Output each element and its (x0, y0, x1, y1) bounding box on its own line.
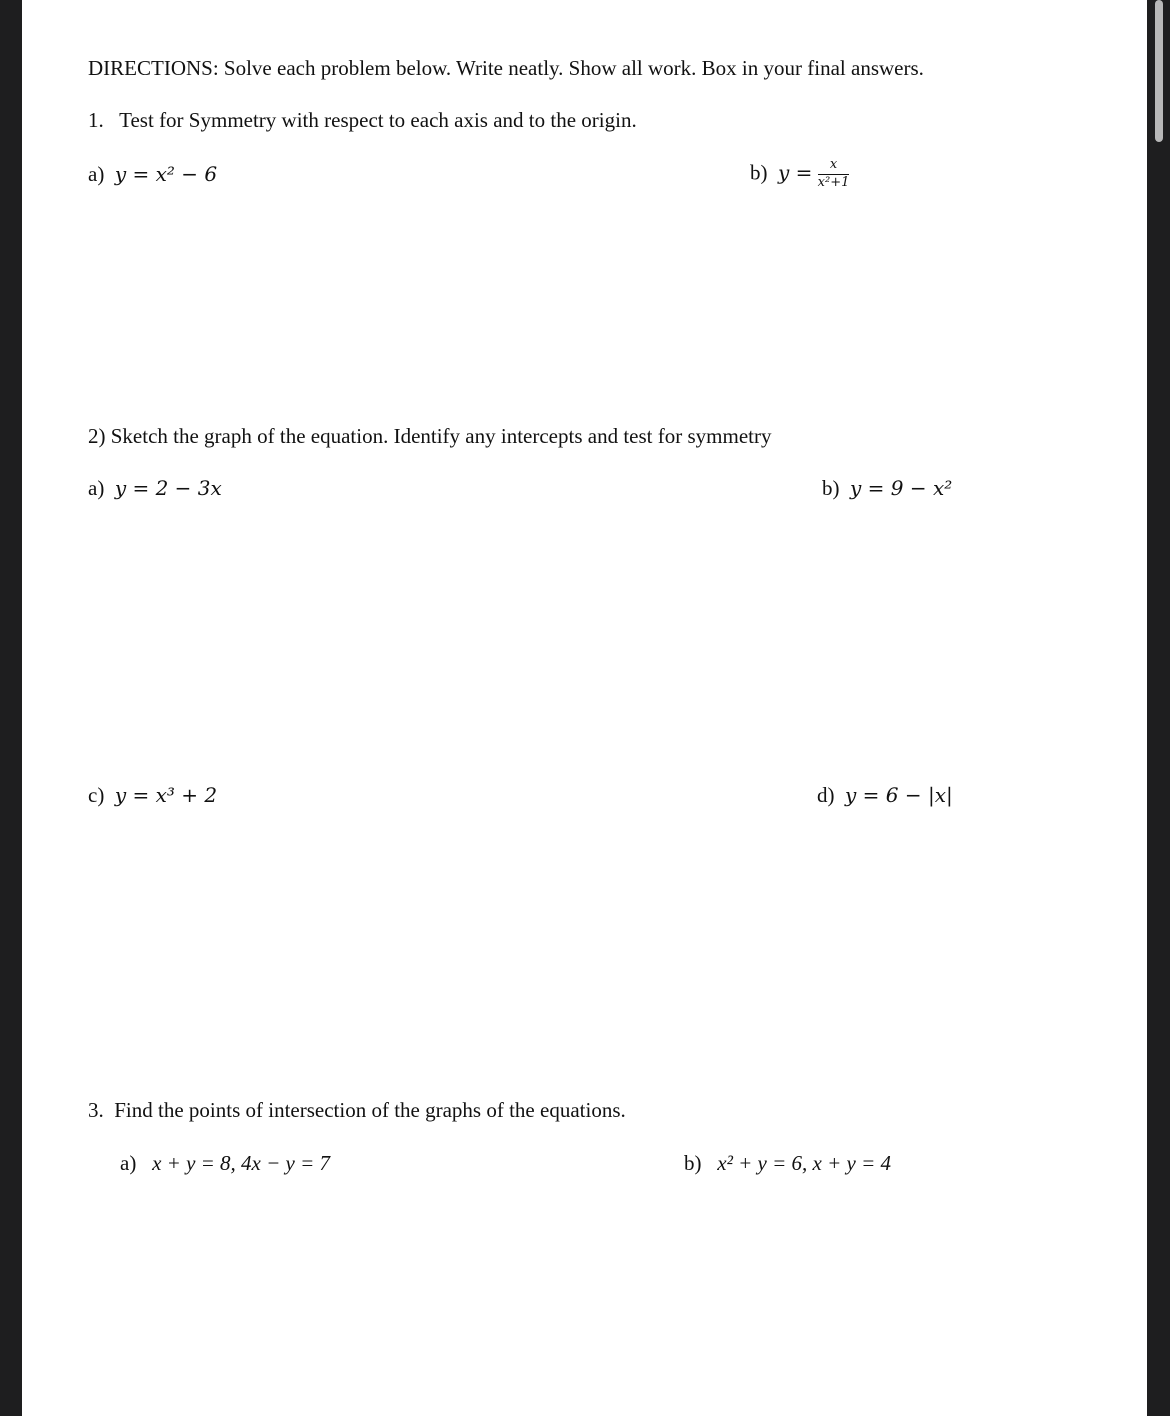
worksheet-page (22, 0, 1147, 1416)
problem-1a-label: a) (88, 162, 105, 186)
problem-2d (817, 785, 953, 806)
problem-1b (750, 158, 849, 191)
problem-1b-lhs: y = (778, 160, 813, 185)
scrollbar-thumb[interactable] (1155, 0, 1163, 142)
problem-1-number: 1. (88, 108, 104, 132)
problem-3b-label: b) (684, 1151, 702, 1175)
scrollbar-track[interactable] (1148, 0, 1170, 1416)
problem-1a-equation: y = x² − 6 (114, 162, 218, 186)
problem-2a (88, 478, 222, 499)
problem-3-number: 3. (88, 1098, 104, 1122)
problem-1b-label: b) (750, 160, 768, 185)
problem-2a-label: a) (88, 476, 105, 500)
problem-2b-label: b) (822, 476, 840, 500)
problem-1-text: Test for Symmetry with respect to each axis and to the origin. (119, 108, 637, 132)
problem-3b-equation: x² + y = 6, x + y = 4 (717, 1151, 892, 1175)
problem-2d-equation: y = 6 − |x| (845, 783, 953, 807)
problem-1-prompt (88, 110, 637, 131)
problem-1b-numerator: x (818, 158, 850, 175)
problem-2b (822, 478, 952, 499)
problem-3-text: Find the points of intersection of the graphs of the equations. (114, 1098, 626, 1122)
problem-2a-equation: y = 2 − 3x (114, 476, 222, 500)
problem-3a-equation: x + y = 8, 4x − y = 7 (152, 1151, 331, 1175)
problem-3-prompt (88, 1100, 626, 1121)
problem-3a (120, 1153, 330, 1174)
problem-3b (684, 1153, 891, 1174)
problem-2c (88, 785, 217, 806)
directions-text: DIRECTIONS: Solve each problem below. Write neatly. Show all work. Box in your final answers. (88, 56, 924, 80)
problem-2b-equation: y = 9 − x² (850, 476, 953, 500)
problem-2-prompt: 2) Sketch the graph of the equation. Identify any intercepts and test for symmetry (88, 424, 772, 448)
problem-2d-label: d) (817, 783, 835, 807)
problem-3a-label: a) (120, 1151, 137, 1175)
problem-1b-fraction (818, 158, 850, 191)
problem-1a (88, 164, 217, 185)
problem-1b-denominator: x²+1 (817, 174, 850, 190)
problem-2c-equation: y = x³ + 2 (114, 783, 218, 807)
problem-2c-label: c) (88, 783, 105, 807)
